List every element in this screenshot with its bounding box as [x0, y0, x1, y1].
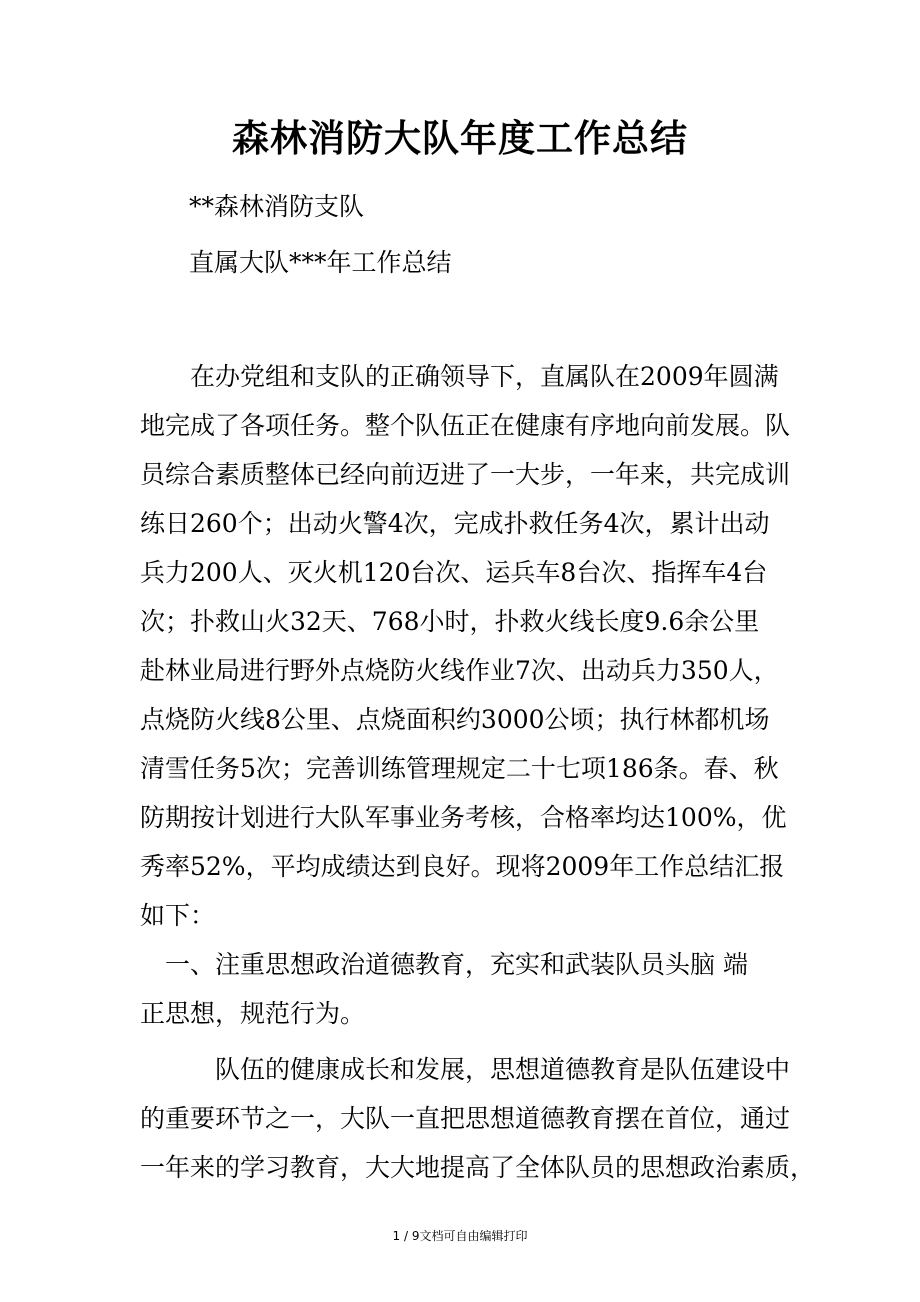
- paragraph-line: 如下：: [140, 901, 216, 930]
- paragraph-line: 在办党组和支队的正确领导下，直属队在2009年圆满: [140, 362, 779, 391]
- paragraph-line: 员综合素质整体已经向前迈进了一大步，一年来，共完成训: [140, 460, 791, 489]
- paragraph-line: 秀率52%，平均成绩达到良好。现将2009年工作总结汇报: [140, 852, 785, 881]
- paragraph-line: 地完成了各项任务。整个队伍正在健康有序地向前发展。队: [140, 411, 791, 440]
- paragraph-section-1: [140, 1045, 816, 1192]
- paragraph-line: 兵力200人、灭火机120台次、运兵车8台次、指挥车4台: [140, 558, 768, 587]
- paragraph-line: 次；扑救山火32天、768小时，扑救火线长度9.6余公里: [140, 607, 760, 636]
- subheading-unit: **森林消防支队: [189, 192, 365, 221]
- paragraph-line: 练日260个；出动火警4次，完成扑救任务4次，累计出动: [140, 509, 770, 538]
- document-title: 森林消防大队年度工作总结: [232, 116, 688, 160]
- section-heading-line: 正思想，规范行为。: [140, 999, 366, 1028]
- paragraph-line: 点烧防火线8公里、点烧面积约3000公顷；执行林都机场: [140, 705, 770, 734]
- paragraph-line: 清雪任务5次；完善训练管理规定二十七项186条。春、秋: [140, 754, 779, 783]
- paragraph-line: 防期按计划进行大队军事业务考核，合格率均达100%，优: [140, 803, 787, 832]
- paragraph-line: 队伍的健康成长和发展，思想道德教育是队伍建设中: [140, 1055, 791, 1084]
- page-footer: 1 / 9文档可自由编辑打印: [392, 1229, 528, 1243]
- section-heading-line: 一、注重思想政治道德教育，充实和武装队员头脑 端: [140, 950, 748, 979]
- paragraph-intro: [140, 352, 791, 940]
- paragraph-line: 赴林业局进行野外点烧防火线作业7次、出动兵力350人，: [140, 656, 779, 685]
- subheading-report: 直属大队***年工作总结: [189, 248, 452, 277]
- section-heading-1: [140, 940, 785, 1038]
- paragraph-line: 一年来的学习教育，大大地提高了全体队员的思想政治素质，: [140, 1153, 816, 1182]
- paragraph-line: 的重要环节之一，大队一直把思想道德教育摆在首位，通过: [140, 1104, 791, 1133]
